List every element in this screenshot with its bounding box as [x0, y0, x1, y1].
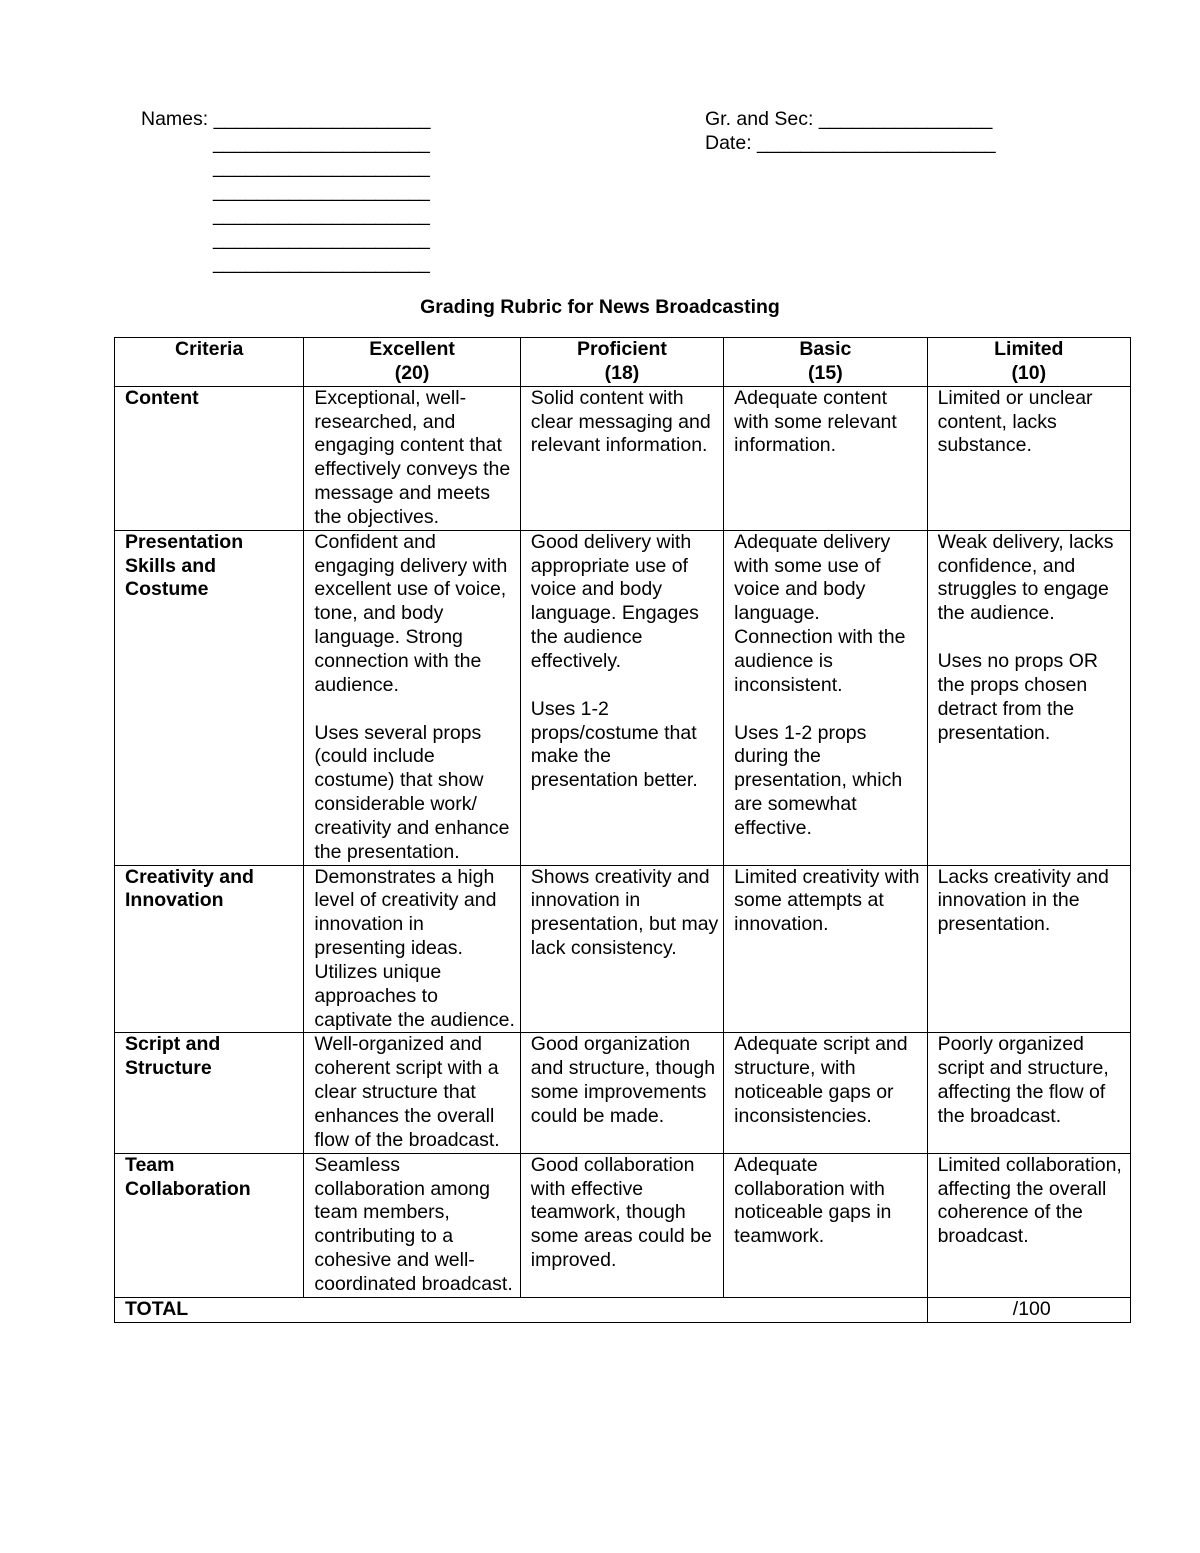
names-line-3[interactable]: [141, 155, 431, 179]
names-blank: ____________________: [213, 108, 431, 130]
basic-cell: Adequate content with some relevant information.: [724, 386, 927, 530]
total-row: [115, 1297, 1131, 1322]
limited-cell: Poorly organized script and structure, affecting the flow of the broadcast.: [927, 1033, 1130, 1153]
names-line-4[interactable]: [141, 179, 431, 203]
proficient-cell: Shows creativity and innovation in presentation, but may lack consistency.: [520, 865, 723, 1033]
excellent-cell: Confident and engaging delivery with excellent use of voice, tone, and body language. Strong connection with the audience. Uses several props (could include costume) that show considerable work/ creativity and enhance the presentation.: [304, 530, 520, 865]
proficient-cell: Good organization and structure, though some improvements could be made.: [520, 1033, 723, 1153]
names-blank: ____________________: [213, 252, 430, 274]
table-row: [115, 865, 1131, 1033]
date-line[interactable]: [705, 131, 996, 155]
names-line-2[interactable]: [141, 131, 431, 155]
names-blank: ____________________: [213, 204, 430, 226]
names-blank: ____________________: [213, 156, 430, 178]
proficient-cell: Good collaboration with effective teamwork, though some areas could be improved.: [520, 1153, 723, 1297]
names-line-6[interactable]: [141, 227, 431, 251]
col-header-criteria: Criteria: [115, 338, 304, 387]
col-header-limited: Limited (10): [927, 338, 1130, 387]
limited-cell: Limited collaboration, affecting the overall coherence of the broadcast.: [927, 1153, 1130, 1297]
date-label: Date:: [705, 132, 752, 154]
basic-cell: Adequate script and structure, with noticeable gaps or inconsistencies.: [724, 1033, 927, 1153]
limited-cell: Lacks creativity and innovation in the presentation.: [927, 865, 1130, 1033]
criteria-cell: Team Collaboration: [115, 1153, 304, 1297]
proficient-cell: Solid content with clear messaging and relevant information.: [520, 386, 723, 530]
date-blank: ______________________: [757, 132, 996, 154]
limited-cell: Weak delivery, lacks confidence, and struggles to engage the audience. Uses no props OR the props chosen detract from the presentation.: [927, 530, 1130, 865]
col-header-basic: Basic (15): [724, 338, 927, 387]
total-score[interactable]: /100: [927, 1297, 1130, 1322]
basic-cell: Adequate delivery with some use of voice and body language. Connection with the audience is inconsistent. Uses 1-2 props during the presentation, which are somewhat effective.: [724, 530, 927, 865]
names-line-5[interactable]: [141, 203, 431, 227]
grade-section-line[interactable]: [705, 107, 996, 131]
names-line-7[interactable]: [141, 251, 431, 275]
excellent-cell: Demonstrates a high level of creativity and innovation in presenting ideas. Utilizes unique approaches to captivate the audience.: [304, 865, 520, 1033]
limited-cell: Limited or unclear content, lacks substance.: [927, 386, 1130, 530]
names-block: [141, 107, 431, 275]
names-label: Names:: [141, 108, 209, 130]
basic-cell: Adequate collaboration with noticeable gaps in teamwork.: [724, 1153, 927, 1297]
excellent-cell: Well-organized and coherent script with a clear structure that enhances the overall flow of the broadcast.: [304, 1033, 520, 1153]
table-row: [115, 1153, 1131, 1297]
col-header-excellent: Excellent (20): [304, 338, 520, 387]
grade-section-block: [705, 107, 996, 155]
grade-section-blank: ________________: [818, 108, 993, 130]
total-label: TOTAL: [115, 1297, 928, 1322]
criteria-cell: Content: [115, 386, 304, 530]
proficient-cell: Good delivery with appropriate use of voice and body language. Engages the audience effectively. Uses 1-2 props/costume that make the presentation better.: [520, 530, 723, 865]
basic-cell: Limited creativity with some attempts at innovation.: [724, 865, 927, 1033]
criteria-cell: Creativity and Innovation: [115, 865, 304, 1033]
criteria-cell: Presentation Skills and Costume: [115, 530, 304, 865]
names-blank: ____________________: [213, 132, 430, 154]
header-row: [115, 338, 1131, 387]
page-title: Grading Rubric for News Broadcasting: [420, 296, 780, 318]
table-row: [115, 386, 1131, 530]
rubric-table: [114, 337, 1131, 1323]
excellent-cell: Exceptional, well-researched, and engaging content that effectively conveys the message and meets the objectives.: [304, 386, 520, 530]
table-row: [115, 1033, 1131, 1153]
names-blank: ____________________: [213, 180, 430, 202]
table-row: [115, 530, 1131, 865]
grade-section-label: Gr. and Sec:: [705, 108, 814, 130]
criteria-cell: Script and Structure: [115, 1033, 304, 1153]
names-line-1[interactable]: [141, 107, 431, 131]
excellent-cell: Seamless collaboration among team members, contributing to a cohesive and well-coordinated broadcast.: [304, 1153, 520, 1297]
names-blank: ____________________: [213, 228, 430, 250]
col-header-proficient: Proficient (18): [520, 338, 723, 387]
